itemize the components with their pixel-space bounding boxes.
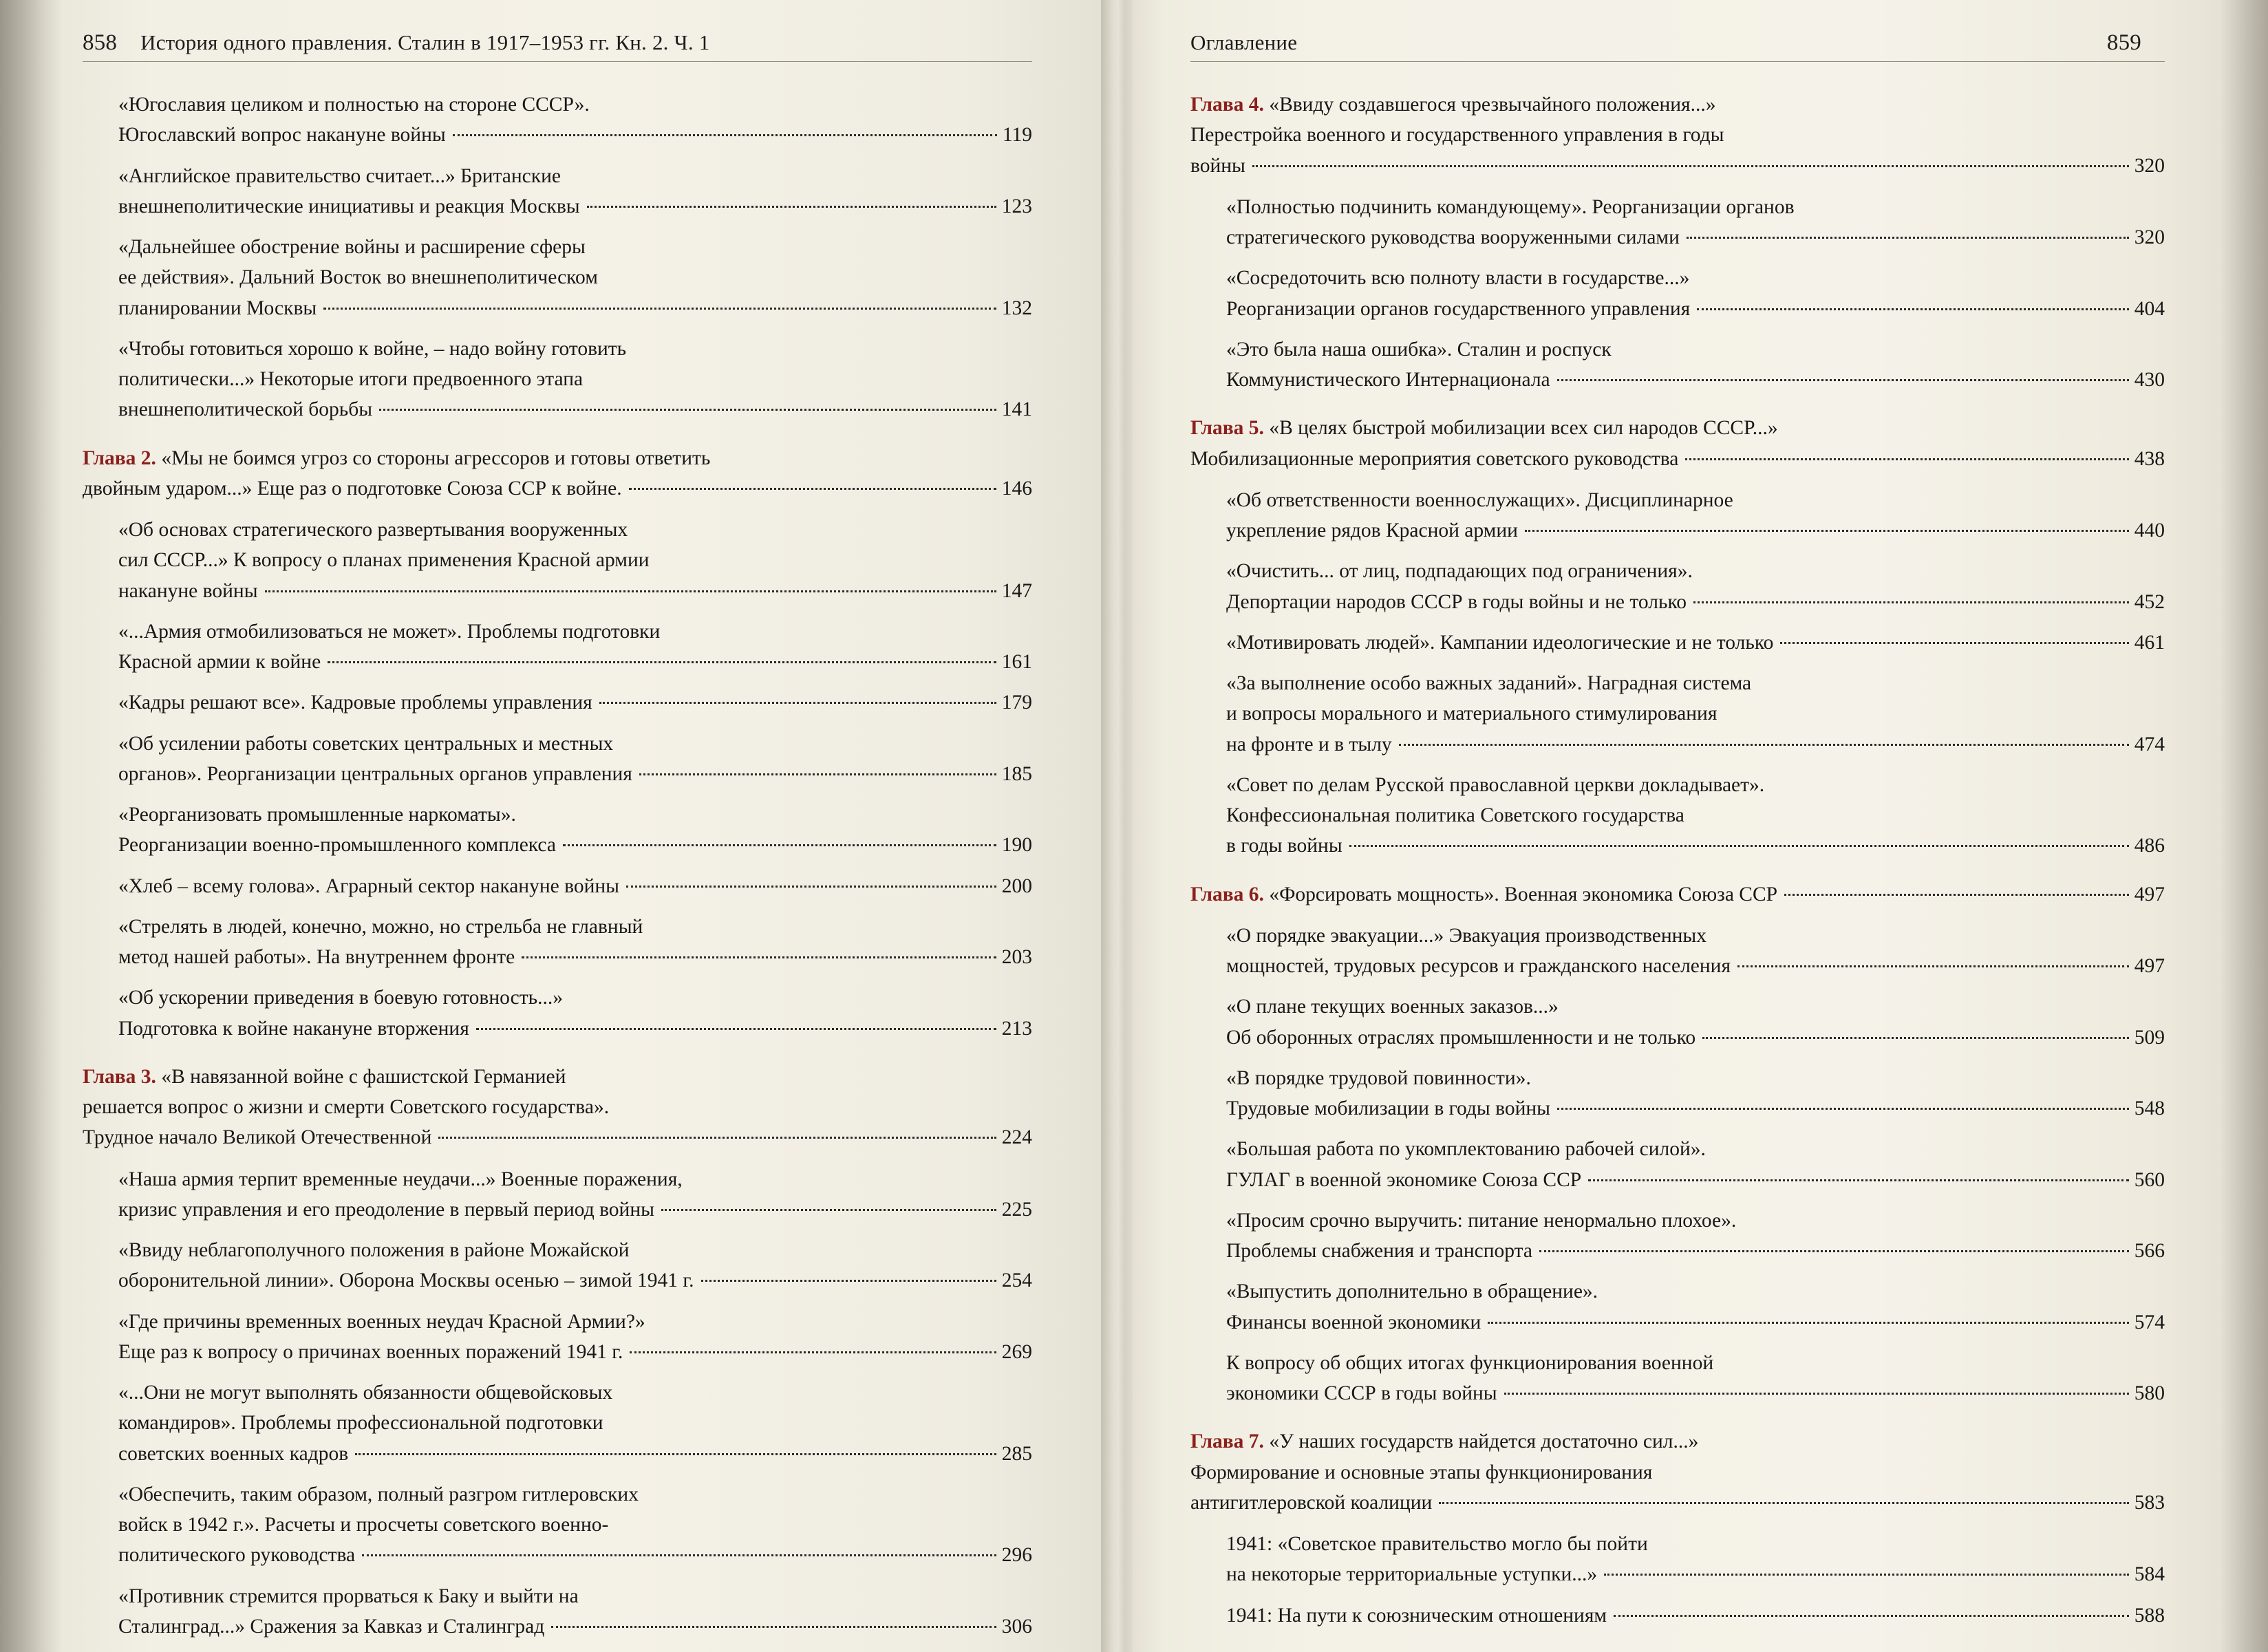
toc-entry-line: «Очистить... от лиц, подпадающих под ограничения». — [1226, 560, 1693, 583]
toc-leader-dots — [661, 1209, 996, 1211]
toc-entry-title: Еще раз к вопросу о причинах военных поражений 1941 г. — [118, 1340, 623, 1363]
toc-entry-line: «Чтобы готовиться хорошо к войне, – надо войну готовить — [118, 337, 627, 360]
toc-entry-line: Конфессиональная политика Советского государства — [1226, 804, 1684, 826]
toc-entry-line: «Выпустить дополнительно в обращение». — [1226, 1280, 1598, 1303]
toc-entry-line: решается вопрос о жизни и смерти Советского государства». — [83, 1096, 610, 1118]
toc-entry-last-line — [118, 576, 1032, 606]
toc-leader-dots — [1399, 744, 2129, 746]
toc-leader-dots — [563, 844, 996, 846]
toc-entry-line: сил СССР...» К вопросу о планах применения Красной армии — [118, 549, 650, 572]
toc-page-number: 497 — [2134, 955, 2165, 977]
toc-entry-line: «Ввиду неблагополучного положения в районе Можайской — [118, 1239, 630, 1261]
toc-entry-line: командиров». Проблемы профессиональной подготовки — [118, 1412, 603, 1435]
toc-entry-title: на некоторые территориальные уступки...» — [1226, 1563, 1598, 1586]
toc-leader-dots — [362, 1554, 996, 1556]
toc-leader-dots — [1604, 1574, 2129, 1576]
toc-entry-title: ГУЛАГ в военной экономике Союза ССР — [1226, 1168, 1582, 1191]
toc-leader-dots — [1702, 1037, 2129, 1039]
right-edge-shadow — [2220, 0, 2268, 1652]
toc-sub-entry[interactable] — [83, 89, 1032, 151]
chapter-label: Глава 6. — [1190, 883, 1270, 905]
toc-chapter-entry[interactable] — [1190, 879, 2165, 910]
toc-entry-line: «...Армия отмобилизоваться не может». Проблемы подготовки — [118, 620, 661, 643]
toc-entry-title: Финансы военной экономики — [1226, 1311, 1481, 1333]
chapter-label: Глава 7. — [1190, 1430, 1270, 1453]
toc-entry-title: Проблемы снабжения и транспорта — [1226, 1240, 1532, 1262]
toc-entry-title: метод нашей работы». На внутреннем фронте — [118, 946, 515, 968]
toc-sub-entry[interactable] — [1190, 991, 2165, 1053]
toc-page-number: 560 — [2134, 1168, 2165, 1191]
right-folio: 859 — [2106, 30, 2141, 55]
toc-entry-last-line — [1226, 1600, 2165, 1631]
toc-entry-line: 1941: «Советское правительство могло бы пойти — [1226, 1533, 1648, 1555]
toc-entry-line: «О порядке эвакуации...» Эвакуация производственных — [1226, 924, 1707, 947]
toc-entry-title: Трудное начало Великой Отечественной — [83, 1126, 432, 1149]
toc-page-number: 132 — [1001, 297, 1032, 319]
toc-entry-title: органов». Реорганизации центральных органов управления — [118, 762, 632, 785]
toc-entry-title: «Мотивировать людей». Кампании идеологические и не только — [1226, 631, 1774, 654]
toc-entry-line: «Об ответственности военнослужащих». Дисциплинарное — [1226, 489, 1733, 511]
toc-page-number: 497 — [2134, 883, 2165, 905]
toc-leader-dots — [1588, 1179, 2129, 1181]
toc-entry-title: в годы войны — [1226, 835, 1342, 857]
toc-sub-entry[interactable] — [1190, 556, 2165, 617]
right-running-head-title: Оглавление — [1190, 30, 1298, 54]
toc-leader-dots — [1557, 379, 2129, 381]
toc-leader-dots — [551, 1626, 996, 1628]
toc-entry-line: «Где причины временных военных неудач Красной Армии?» — [118, 1310, 645, 1333]
toc-sub-entry[interactable] — [83, 161, 1032, 222]
toc-page-number: 254 — [1001, 1269, 1032, 1292]
toc-entry-title: двойным ударом...» Еще раз о подготовке Союза ССР к войне. — [83, 477, 622, 500]
toc-page-number: 147 — [1001, 579, 1032, 602]
left-page — [0, 0, 1115, 1652]
toc-leader-dots — [701, 1280, 996, 1282]
toc-leader-dots — [328, 661, 996, 663]
toc-page-number: 430 — [2134, 369, 2165, 391]
toc-leader-dots — [1252, 165, 2129, 167]
toc-entry-last-line — [118, 830, 1032, 860]
toc-entry-last-line — [1226, 1236, 2165, 1266]
left-edge-shadow — [0, 0, 62, 1652]
toc-page-number: 269 — [1001, 1340, 1032, 1363]
toc-leader-dots — [323, 308, 996, 310]
toc-sub-entry[interactable] — [83, 334, 1032, 425]
toc-entry-line: «Югославия целиком и полностью на стороне СССР». — [118, 94, 590, 116]
toc-page-number: 203 — [1001, 946, 1032, 968]
toc-sub-entry[interactable] — [1190, 1276, 2165, 1338]
toc-sub-entry[interactable] — [83, 729, 1032, 790]
toc-entry-line: войск в 1942 г.». Расчеты и просчеты советского военно- — [118, 1514, 609, 1536]
toc-entry-last-line — [83, 1122, 1032, 1152]
chapter-label: Глава 3. — [83, 1065, 162, 1088]
left-running-head-title: История одного правления. Сталин в 1917–1953 гг. Кн. 2. Ч. 1 — [140, 30, 710, 54]
left-header-rule — [83, 61, 1032, 62]
toc-entry-title: «Хлеб – всему голова». Аграрный сектор накануне войны — [118, 875, 619, 897]
toc-entry-title: укрепление рядов Красной армии — [1226, 519, 1518, 541]
toc-entry-last-line — [118, 647, 1032, 677]
toc-entry-title: экономики СССР в годы войны — [1226, 1382, 1497, 1404]
toc-sub-entry[interactable] — [83, 800, 1032, 861]
toc-leader-dots — [1439, 1502, 2128, 1504]
toc-entry-line: Глава 5. «В целях быстрой мобилизации всех сил народов СССР...» — [1190, 417, 1778, 440]
toc-entry-title: внешнеполитические инициативы и реакция Москвы — [118, 195, 580, 217]
toc-page-number: 213 — [1001, 1017, 1032, 1040]
toc-leader-dots — [1737, 965, 2129, 967]
toc-leader-dots — [522, 956, 996, 958]
toc-chapter-entry[interactable] — [83, 443, 1032, 504]
toc-entry-line: и вопросы морального и материального стимулирования — [1226, 702, 1718, 725]
toc-entry-line: «Наша армия терпит временные неудачи...» Военные поражения, — [118, 1168, 683, 1190]
right-running-head — [1190, 30, 2165, 56]
toc-page-number: 306 — [1001, 1615, 1032, 1638]
toc-leader-dots — [1685, 458, 2128, 460]
toc-entry-title: Сталинград...» Сражения за Кавказ и Сталинград — [118, 1615, 545, 1638]
toc-entry-line: К вопросу об общих итогах функционирования военной — [1226, 1351, 1714, 1374]
toc-entry-line: «Это была наша ошибка». Сталин и роспуск — [1226, 338, 1612, 361]
toc-sub-entry[interactable] — [1190, 1348, 2165, 1409]
toc-leader-dots — [1504, 1393, 2129, 1395]
right-header-rule — [1190, 61, 2165, 62]
toc-page-number: 574 — [2134, 1311, 2165, 1333]
toc-leader-dots — [587, 206, 996, 208]
toc-leader-dots — [476, 1028, 996, 1030]
toc-leader-dots — [630, 1351, 996, 1353]
toc-leader-dots — [379, 409, 996, 411]
toc-leader-dots — [599, 702, 996, 704]
toc-entry-last-line — [1226, 1093, 2165, 1124]
toc-sub-entry[interactable] — [83, 616, 1032, 678]
toc-entry-last-line — [1226, 627, 2165, 658]
toc-entry-last-line — [1226, 1378, 2165, 1408]
toc-sub-entry[interactable] — [1190, 627, 2165, 658]
toc-entry-title: Красной армии к войне — [118, 651, 321, 673]
toc-sub-entry[interactable] — [1190, 192, 2165, 253]
toc-entry-last-line — [118, 1611, 1032, 1642]
toc-page-number: 320 — [2134, 154, 2165, 177]
toc-entry-last-line — [118, 871, 1032, 901]
right-page — [1115, 0, 2268, 1652]
toc-entry-title: Мобилизационные мероприятия советского руководства — [1190, 447, 1679, 470]
toc-sub-entry[interactable] — [83, 1307, 1032, 1368]
toc-entry-last-line — [1226, 587, 2165, 617]
toc-entry-title: Трудовые мобилизации в годы войны — [1226, 1097, 1550, 1119]
right-toc-list — [1190, 89, 2165, 1631]
toc-leader-dots — [1784, 894, 2129, 896]
toc-entry-last-line — [83, 473, 1032, 504]
toc-leader-dots — [265, 590, 996, 592]
left-folio: 858 — [83, 30, 118, 55]
toc-entry-last-line — [118, 759, 1032, 789]
toc-leader-dots — [453, 134, 997, 136]
toc-entry-line: Глава 4. «Ввиду создавшегося чрезвычайного положения...» — [1190, 94, 1716, 116]
toc-sub-entry[interactable] — [83, 1164, 1032, 1225]
toc-entry-last-line — [118, 293, 1032, 323]
toc-entry-line: «Обеспечить, таким образом, полный разгром гитлеровских — [118, 1483, 639, 1505]
toc-page-number: 583 — [2134, 1491, 2165, 1514]
toc-entry-last-line — [1226, 294, 2165, 324]
toc-page-number: 580 — [2134, 1382, 2165, 1404]
toc-sub-entry[interactable] — [83, 1581, 1032, 1642]
toc-entry-line: Формирование и основные этапы функционирования — [1190, 1461, 1653, 1483]
toc-leader-dots — [438, 1137, 996, 1139]
toc-entry-line: «За выполнение особо важных заданий». Наградная система — [1226, 672, 1752, 694]
toc-page-number: 461 — [2134, 631, 2165, 654]
toc-entry-last-line — [1190, 444, 2165, 474]
toc-sub-entry[interactable] — [1190, 1529, 2165, 1590]
toc-page-number: 179 — [1001, 691, 1032, 714]
toc-entry-line: «Реорганизовать промышленные наркоматы». — [118, 804, 516, 826]
toc-entry-last-line — [1226, 830, 2165, 861]
toc-entry-last-line — [1226, 1022, 2165, 1053]
toc-page-number: 161 — [1001, 651, 1032, 673]
toc-entry-title: внешнеполитической борьбы — [118, 398, 373, 421]
toc-leader-dots — [1557, 1108, 2129, 1110]
toc-page-number: 185 — [1001, 762, 1032, 785]
toc-page-number: 404 — [2134, 297, 2165, 320]
toc-entry-last-line — [1226, 729, 2165, 760]
toc-leader-dots — [1780, 642, 2128, 644]
toc-page-number: 452 — [2134, 590, 2165, 613]
toc-page-number: 486 — [2134, 835, 2165, 857]
toc-entry-line: «Сосредоточить всю полноту власти в государстве...» — [1226, 267, 1690, 290]
toc-entry-title: Глава 6. «Форсировать мощность». Военная экономика Союза ССР — [1190, 883, 1778, 905]
toc-entry-last-line — [1226, 1165, 2165, 1195]
toc-leader-dots — [1614, 1615, 2129, 1617]
toc-leader-dots — [1693, 601, 2129, 603]
toc-entry-title: мощностей, трудовых ресурсов и гражданского населения — [1226, 955, 1731, 977]
toc-sub-entry[interactable] — [1190, 1063, 2165, 1124]
toc-sub-entry[interactable] — [83, 983, 1032, 1044]
toc-sub-entry[interactable] — [1190, 263, 2165, 324]
toc-leader-dots — [1349, 845, 2129, 847]
toc-page-number: 548 — [2134, 1097, 2165, 1119]
toc-page-number: 285 — [1001, 1442, 1032, 1465]
toc-page-number: 509 — [2134, 1026, 2165, 1049]
toc-entry-title: 1941: На пути к союзническим отношениям — [1226, 1604, 1607, 1627]
toc-entry-title: кризис управления и его преодоление в первый период войны — [118, 1198, 654, 1221]
toc-sub-entry[interactable] — [83, 1235, 1032, 1296]
toc-entry-title: на фронте и в тылу — [1226, 733, 1392, 755]
toc-leader-dots — [355, 1453, 996, 1455]
toc-entry-title: Депортации народов СССР в годы войны и не только — [1226, 590, 1687, 613]
toc-entry-last-line — [1226, 1307, 2165, 1338]
toc-entry-title: советских военных кадров — [118, 1442, 349, 1465]
toc-sub-entry[interactable] — [1190, 1600, 2165, 1631]
toc-entry-last-line — [1190, 151, 2165, 181]
toc-entry-line: «Английское правительство считает...» Британские — [118, 164, 561, 187]
toc-entry-last-line — [118, 394, 1032, 425]
toc-entry-title: Реорганизации органов государственного управления — [1226, 297, 1691, 320]
toc-entry-last-line — [118, 120, 1032, 150]
toc-entry-title: оборонительной линии». Оборона Москвы осенью – зимой 1941 г. — [118, 1269, 694, 1292]
toc-entry-line: «Об основах стратегического развертывания вооруженных — [118, 519, 628, 541]
toc-sub-entry[interactable] — [1190, 334, 2165, 396]
toc-entry-last-line — [1190, 1488, 2165, 1518]
toc-sub-entry[interactable] — [83, 232, 1032, 323]
toc-sub-entry[interactable] — [83, 687, 1032, 718]
toc-page-number: 200 — [1001, 875, 1032, 897]
toc-entry-title: Югославский вопрос накануне войны — [118, 124, 446, 147]
toc-sub-entry[interactable] — [83, 515, 1032, 606]
toc-entry-line: «Совет по делам Русской православной церкви докладывает». — [1226, 773, 1765, 796]
toc-entry-line: «Просим срочно выручить: питание ненормально плохое». — [1226, 1209, 1737, 1232]
toc-chapter-entry[interactable] — [1190, 89, 2165, 181]
left-running-head — [83, 30, 1032, 56]
toc-page-number: 584 — [2134, 1563, 2165, 1586]
toc-leader-dots — [1697, 308, 2129, 310]
toc-leader-dots — [1488, 1322, 2128, 1324]
toc-entry-line: «Дальнейшее обострение войны и расширение сферы — [118, 236, 586, 258]
toc-page-number: 119 — [1002, 124, 1032, 147]
chapter-label: Глава 2. — [83, 447, 162, 469]
toc-leader-dots — [1539, 1250, 2129, 1252]
toc-entry-title: накануне войны — [118, 579, 258, 602]
toc-entry-line: политически...» Некоторые итоги предвоенного этапа — [118, 368, 584, 390]
toc-entry-line: «Об усилении работы советских центральных и местных — [118, 732, 614, 755]
toc-entry-title: планировании Москвы — [118, 297, 317, 319]
toc-entry-title: Реорганизации военно-промышленного комплекса — [118, 834, 556, 857]
toc-page-number: 320 — [2134, 226, 2165, 248]
chapter-label: Глава 5. — [1190, 417, 1270, 440]
toc-entry-title: стратегического руководства вооруженными силами — [1226, 226, 1680, 248]
toc-leader-dots — [629, 488, 996, 490]
toc-entry-last-line — [118, 1194, 1032, 1225]
toc-entry-line: «Стрелять в людей, конечно, можно, но стрельба не главный — [118, 915, 643, 938]
toc-page-number: 440 — [2134, 519, 2165, 541]
toc-page-number: 474 — [2134, 733, 2165, 755]
toc-page-number: 588 — [2134, 1604, 2165, 1627]
toc-entry-last-line — [118, 942, 1032, 972]
toc-page-number: 225 — [1001, 1198, 1032, 1221]
toc-entry-line: Перестройка военного и государственного управления в годы — [1190, 124, 1724, 147]
toc-entry-last-line — [1226, 222, 2165, 253]
toc-entry-last-line — [118, 1540, 1032, 1570]
toc-leader-dots — [639, 773, 996, 775]
toc-page-number: 296 — [1001, 1544, 1032, 1567]
toc-sub-entry[interactable] — [83, 1479, 1032, 1571]
toc-leader-dots — [626, 886, 996, 888]
toc-chapter-entry[interactable] — [1190, 1426, 2165, 1518]
toc-page-number: 190 — [1001, 834, 1032, 857]
toc-entry-line: «В порядке трудовой повинности». — [1226, 1066, 1531, 1089]
toc-entry-title: Коммунистического Интернационала — [1226, 369, 1550, 391]
toc-entry-title: Подготовка к войне накануне вторжения — [118, 1017, 469, 1040]
toc-sub-entry[interactable] — [1190, 1134, 2165, 1195]
toc-page-number: 566 — [2134, 1240, 2165, 1262]
toc-entry-title: Об оборонных отраслях промышленности и не только — [1226, 1026, 1696, 1049]
toc-entry-last-line — [1226, 1559, 2165, 1589]
toc-entry-last-line — [118, 1013, 1032, 1044]
toc-entry-title: войны — [1190, 154, 1245, 177]
toc-sub-entry[interactable] — [83, 912, 1032, 973]
left-toc-list — [83, 89, 1032, 1642]
toc-sub-entry[interactable] — [83, 1377, 1032, 1469]
toc-entry-last-line — [118, 1265, 1032, 1296]
toc-sub-entry[interactable] — [1190, 1205, 2165, 1267]
toc-entry-line: «Полностью подчинить командующему». Реорганизации органов — [1226, 195, 1795, 218]
toc-page-number: 146 — [1001, 477, 1032, 500]
toc-entry-line: «Большая работа по укомплектованию рабочей силой». — [1226, 1138, 1706, 1161]
toc-entry-last-line — [1190, 879, 2165, 910]
toc-entry-last-line — [118, 1439, 1032, 1469]
toc-entry-line: «Об ускорении приведения в боевую готовность...» — [118, 987, 563, 1009]
toc-entry-last-line — [118, 687, 1032, 718]
toc-entry-line: Глава 3. «В навязанной войне с фашистской Германией — [83, 1065, 566, 1088]
toc-entry-line: «...Они не могут выполнять обязанности общевойсковых — [118, 1382, 613, 1404]
toc-entry-last-line — [118, 191, 1032, 222]
toc-entry-last-line — [118, 1337, 1032, 1367]
toc-sub-entry[interactable] — [83, 871, 1032, 901]
toc-sub-entry[interactable] — [1190, 921, 2165, 982]
toc-entry-last-line — [1226, 515, 2165, 546]
toc-leader-dots — [1687, 237, 2129, 239]
toc-leader-dots — [1525, 530, 2129, 532]
toc-entry-title: антигитлеровской коалиции — [1190, 1491, 1433, 1514]
toc-sub-entry[interactable] — [1190, 668, 2165, 760]
toc-entry-title: политического руководства — [118, 1544, 356, 1567]
toc-page-number: 141 — [1001, 398, 1032, 421]
toc-chapter-entry[interactable] — [83, 1062, 1032, 1153]
toc-sub-entry[interactable] — [1190, 485, 2165, 546]
toc-sub-entry[interactable] — [1190, 770, 2165, 861]
toc-entry-title: «Кадры решают все». Кадровые проблемы управления — [118, 691, 592, 714]
toc-chapter-entry[interactable] — [1190, 413, 2165, 474]
toc-entry-line: «О плане текущих военных заказов...» — [1226, 996, 1559, 1018]
toc-page-number: 438 — [2134, 447, 2165, 470]
chapter-label: Глава 4. — [1190, 94, 1270, 116]
toc-entry-line: ее действия». Дальний Восток во внешнеполитическом — [118, 266, 598, 289]
toc-page-number: 123 — [1001, 195, 1032, 217]
toc-entry-line: Глава 7. «У наших государств найдется достаточно сил...» — [1190, 1430, 1699, 1453]
toc-entry-last-line — [1226, 365, 2165, 395]
toc-entry-line: «Противник стремится прорваться к Баку и выйти на — [118, 1585, 579, 1607]
toc-page-number: 224 — [1001, 1126, 1032, 1149]
toc-entry-line: Глава 2. «Мы не боимся угроз со стороны агрессоров и готовы ответить — [83, 447, 711, 469]
toc-entry-last-line — [1226, 951, 2165, 981]
